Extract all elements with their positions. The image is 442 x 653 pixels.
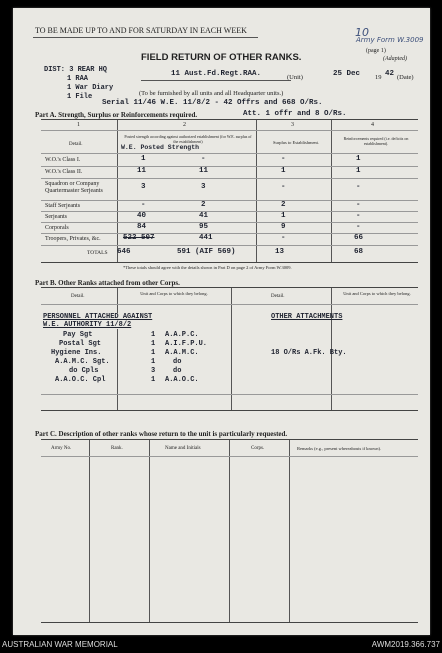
col-num-3: 3 <box>291 122 294 128</box>
footer-right: AWM2019.366.737 <box>371 640 440 649</box>
table-row: Serjeants 40 41 1 - <box>41 211 418 223</box>
table-row: W.O.'s Class II. 11 11 1 1 <box>41 166 418 179</box>
col-detail: Detail. <box>69 142 83 147</box>
b-col-unit-1: Unit and Corps to which they belong. <box>140 291 208 296</box>
table-row: W.O.'s Class I. 1 - - 1 <box>41 154 418 167</box>
form-paper <box>13 8 430 635</box>
personnel-heading: PERSONNEL ATTACHED AGAINST W.E. AUTHORITY 11/8/2 <box>43 313 163 329</box>
c-col-army-no: Army No. <box>51 446 72 451</box>
date-label: (Date) <box>397 74 414 81</box>
part-a-table <box>41 119 418 263</box>
serial-line: Serial 11/46 W.E. 11/8/2 - 42 Offrs and 668 O/Rs. <box>102 99 323 107</box>
col-posted: Posted strength according against authorized establishment (for W.E. surplus of the establishment) <box>124 134 252 144</box>
footer-left: AUSTRALIAN WAR MEMORIAL <box>2 640 118 649</box>
army-form-label: Army Form W.3009 <box>356 36 424 44</box>
part-c-title: Part C. Description of other ranks whose return to the unit is particularly requested. <box>35 430 288 438</box>
struck-value: 522 507 <box>123 234 155 242</box>
unit-label: (Unit) <box>287 74 303 81</box>
part-b-title: Part B. Other Ranks attached from other Corps. <box>35 279 180 287</box>
table-row: Squadron or Company Quartermaster Serjeants 3 3 - - <box>41 178 418 201</box>
c-col-rank: Rank. <box>111 446 123 451</box>
part-b-table: Detail. Unit and Corps to which they belong. Detail. Unit and Corps to which they belong. PERSONNEL ATTACHED AGAINST W.E. AUTHORITY 11/8/2 OTHER ATTACHMENTS Pay Sgt 1 A.A.P.C. Postal Sgt 1 A.I.F.P.U. Hygiene Ins. 1 A.A.M.C. A.A.M.C. Sgt. 1 do do Cpls 3 do A.A.O.C. Cpl 1 A.A.O.C. 18 O/Rs A.Fk. Bty. <box>41 287 418 411</box>
totals-note: *These totals should agree with the details shown in Part D on page 2 of Army Form W.3009. <box>123 265 292 270</box>
page-note: (page 1) <box>366 48 386 54</box>
part-c-table <box>41 439 418 623</box>
furnished-note: (To be furnished by all units and all Headquarter units.) <box>139 90 284 97</box>
totals-row: TOTALS 646 591 (AIF 569) 13 68 <box>87 248 364 256</box>
other-attachments: 18 O/Rs A.Fk. Bty. <box>271 349 347 357</box>
col-num-1: 1 <box>77 122 80 128</box>
col-num-2: 2 <box>183 122 186 128</box>
col-posted-typed: W.E. Posted Strength <box>121 144 200 151</box>
table-row: Troopers, Privates, &c. 522 507 441 - 66 <box>41 233 418 246</box>
attached-line: Att. 1 offr and 8 O/Rs. <box>243 110 347 118</box>
year: 42 <box>385 70 395 78</box>
date-day: 25 Dec <box>333 70 361 78</box>
table-row: Corporals 84 95 9 - <box>41 222 418 234</box>
b-col-detail-2: Detail. <box>271 294 285 299</box>
col-reinf: Reinforcements required (i.e. deficits on establishment). <box>343 136 409 146</box>
dist-block: DIST: 3 REAR HQ 1 RAA 1 War Diary 1 File <box>44 66 114 101</box>
part-a-title: Part A. Strength, Surplus or Reinforcements required. <box>35 111 198 119</box>
form-title: FIELD RETURN OF OTHER RANKS. <box>141 52 302 63</box>
unit-name: 11 Aust.Fd.Regt.RAA. <box>171 70 262 78</box>
c-col-corps: Corps. <box>251 446 265 451</box>
col-num-4: 4 <box>371 122 374 128</box>
handwritten-number: 10 <box>355 26 369 39</box>
col-surplus: Surplus to Establishment. <box>272 140 320 145</box>
year-prefix: 19 <box>375 74 382 81</box>
adapted-label: (Adapted) <box>383 56 407 62</box>
b-col-detail-1: Detail. <box>71 294 85 299</box>
made-up-instruction: TO BE MADE UP TO AND FOR SATURDAY IN EACH WEEK <box>35 26 247 35</box>
b-col-unit-2: Unit and Corps to which they belong. <box>343 291 411 296</box>
c-col-name: Name and Initials <box>165 446 201 451</box>
table-row: Staff Serjeants - 2 2 - <box>41 200 418 212</box>
other-heading: OTHER ATTACHMENTS <box>271 313 343 321</box>
footer-bar <box>0 637 442 653</box>
c-col-remarks: Remarks (e.g., present whereabouts if known). <box>297 446 382 451</box>
